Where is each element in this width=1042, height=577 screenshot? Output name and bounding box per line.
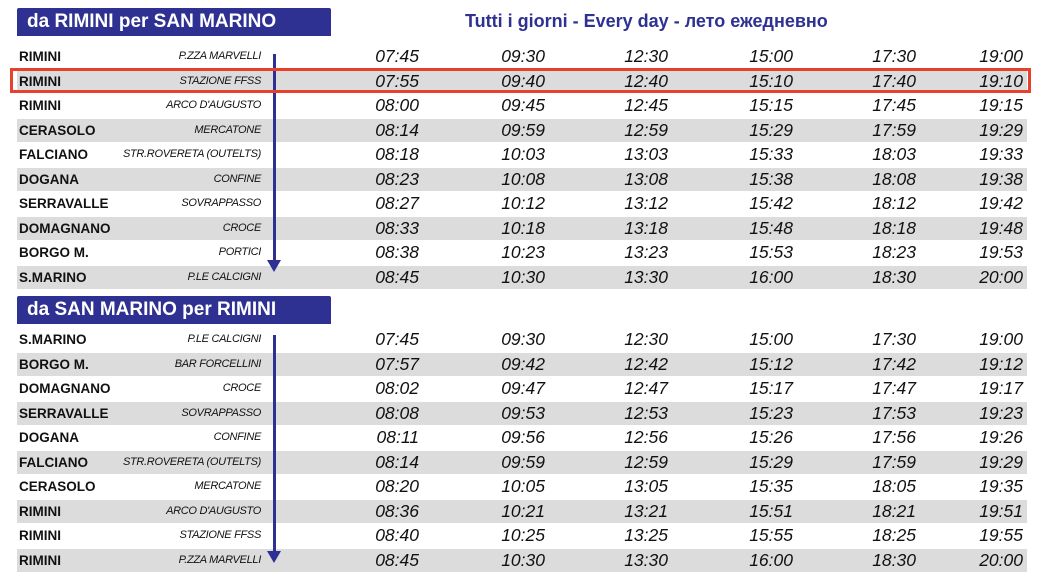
departure-time: 07:57 [375, 353, 419, 374]
timetable-row [17, 45, 1027, 70]
departure-time: 08:23 [375, 168, 419, 189]
departure-time: 18:21 [872, 500, 916, 521]
place-name: RIMINI [19, 98, 61, 113]
departure-time: 20:00 [979, 549, 1023, 570]
departure-time: 15:00 [749, 46, 793, 66]
place-name: CERASOLO [19, 122, 96, 138]
departure-time: 17:40 [872, 70, 916, 91]
timetable-row [17, 217, 1027, 242]
place-name: DOGANA [19, 171, 79, 187]
departure-time: 13:23 [624, 242, 668, 262]
departure-time: 19:35 [979, 476, 1023, 496]
departure-time: 15:42 [749, 193, 793, 213]
departure-time: 12:56 [624, 427, 668, 447]
departure-time: 08:45 [375, 266, 419, 287]
stop-name: PORTICI [218, 246, 261, 258]
departure-time: 19:12 [979, 353, 1023, 374]
timetable-row [17, 266, 1027, 291]
departure-time: 19:29 [979, 119, 1023, 140]
departure-time: 13:21 [624, 500, 668, 521]
departure-time: 17:42 [872, 353, 916, 374]
timetable-row [17, 426, 1027, 451]
stop-name: CONFINE [213, 431, 261, 443]
departure-time: 19:42 [979, 193, 1023, 213]
stop-name: P.ZZA MARVELLI [178, 553, 261, 566]
departure-time: 08:18 [375, 144, 419, 164]
departure-time: 19:26 [979, 427, 1023, 447]
departure-time: 10:30 [501, 266, 545, 287]
departure-time: 17:56 [872, 427, 916, 447]
departure-time: 08:08 [375, 402, 419, 423]
departure-time: 07:45 [375, 46, 419, 66]
departure-time: 15:29 [749, 119, 793, 140]
departure-time: 12:59 [624, 119, 668, 140]
place-name: BORGO M. [19, 356, 89, 372]
stop-name: STR.ROVERETA (OUTELTS) [122, 455, 261, 468]
stop-name: ARCO D'AUGUSTO [166, 99, 261, 111]
place-name: RIMINI [19, 528, 61, 543]
departure-time: 09:59 [501, 451, 545, 472]
departure-time: 08:11 [376, 427, 419, 447]
departure-time: 17:53 [872, 402, 916, 423]
timetable-row [17, 192, 1027, 217]
departure-time: 20:00 [979, 266, 1023, 287]
timetable-row [17, 241, 1027, 266]
departure-time: 15:15 [749, 95, 793, 115]
departure-time: 08:36 [375, 500, 419, 521]
departure-time: 08:33 [375, 217, 419, 238]
departure-time: 09:53 [501, 402, 545, 423]
timetable-row [17, 475, 1027, 500]
return-rows [17, 328, 1027, 573]
departure-time: 09:59 [501, 119, 545, 140]
departure-time: 17:30 [872, 329, 916, 349]
departure-time: 13:08 [624, 168, 668, 189]
departure-time: 13:30 [624, 549, 668, 570]
stop-name: P.LE CALCIGNI [187, 270, 261, 283]
place-name: FALCIANO [19, 454, 88, 470]
departure-time: 09:42 [501, 353, 545, 374]
departure-time: 18:12 [872, 193, 916, 213]
stop-name: STAZIONE FFSS [179, 74, 261, 87]
stop-name: CROCE [222, 221, 261, 234]
outbound-title: da RIMINI per SAN MARINO [17, 8, 331, 36]
place-name: BORGO M. [19, 245, 89, 260]
departure-time: 15:17 [749, 378, 793, 398]
departure-time: 16:00 [749, 549, 793, 570]
departure-time: 15:55 [749, 525, 793, 545]
departure-time: 12:30 [624, 329, 668, 349]
departure-time: 07:45 [375, 329, 419, 349]
departure-time: 10:18 [501, 217, 545, 238]
departure-time: 15:00 [749, 329, 793, 349]
stop-name: MERCATONE [194, 123, 261, 136]
departure-time: 19:10 [979, 70, 1023, 91]
departure-time: 08:40 [375, 525, 419, 545]
departure-time: 10:21 [501, 500, 545, 521]
departure-time: 15:53 [749, 242, 793, 262]
departure-time: 08:02 [375, 378, 419, 398]
stop-name: P.ZZA MARVELLI [178, 50, 261, 62]
place-name: FALCIANO [19, 147, 88, 162]
place-name: CERASOLO [19, 479, 96, 494]
departure-time: 17:47 [872, 378, 916, 398]
departure-time: 08:14 [375, 451, 419, 472]
timetable-row [17, 353, 1027, 378]
place-name: S.MARINO [19, 332, 87, 347]
timetable-row [17, 168, 1027, 193]
departure-time: 08:14 [375, 119, 419, 140]
departure-time: 13:12 [624, 193, 668, 213]
departure-time: 19:53 [979, 242, 1023, 262]
departure-time: 08:45 [375, 549, 419, 570]
departure-time: 10:23 [501, 242, 545, 262]
timetable-row [17, 549, 1027, 574]
departure-time: 08:20 [375, 476, 419, 496]
departure-time: 10:12 [501, 193, 545, 213]
departure-time: 09:47 [501, 378, 545, 398]
departure-time: 10:30 [501, 549, 545, 570]
departure-time: 09:45 [501, 95, 545, 115]
timetable-row [17, 94, 1027, 119]
departure-time: 19:55 [979, 525, 1023, 545]
place-name: SERRAVALLE [19, 196, 109, 211]
timetable-row [17, 451, 1027, 476]
departure-time: 18:30 [872, 266, 916, 287]
place-name: DOMAGNANO [19, 381, 111, 396]
timetable-row [17, 402, 1027, 427]
departure-time: 19:38 [979, 168, 1023, 189]
departure-time: 17:30 [872, 46, 916, 66]
departure-time: 09:56 [501, 427, 545, 447]
departure-time: 18:25 [872, 525, 916, 545]
direction-arrow-icon [273, 335, 276, 555]
departure-time: 12:59 [624, 451, 668, 472]
departure-time: 10:05 [501, 476, 545, 496]
timetable-row [17, 500, 1027, 525]
departure-time: 19:33 [979, 144, 1023, 164]
departure-time: 17:59 [872, 119, 916, 140]
departure-time: 12:47 [624, 378, 668, 398]
stop-name: CONFINE [213, 172, 261, 185]
place-name: DOGANA [19, 430, 79, 445]
stop-name: SOVRAPPASSO [181, 406, 261, 419]
place-name: RIMINI [19, 73, 61, 89]
timetable-row [17, 524, 1027, 549]
stop-name: ARCO D'AUGUSTO [166, 504, 261, 517]
departure-time: 16:00 [749, 266, 793, 287]
departure-time: 10:03 [501, 144, 545, 164]
departure-time: 08:27 [375, 193, 419, 213]
departure-time: 13:30 [624, 266, 668, 287]
departure-time: 19:00 [979, 46, 1023, 66]
departure-time: 13:05 [624, 476, 668, 496]
departure-time: 15:38 [749, 168, 793, 189]
highlighted-row-frame [10, 68, 1031, 93]
departure-time: 12:53 [624, 402, 668, 423]
place-name: S.MARINO [19, 269, 87, 285]
departure-time: 19:15 [979, 95, 1023, 115]
departure-time: 17:45 [872, 95, 916, 115]
stop-name: CROCE [222, 382, 261, 394]
place-name: RIMINI [19, 552, 61, 568]
departure-time: 18:08 [872, 168, 916, 189]
departure-time: 18:03 [872, 144, 916, 164]
departure-time: 09:30 [501, 329, 545, 349]
stop-name: P.LE CALCIGNI [187, 333, 261, 345]
departure-time: 19:23 [979, 402, 1023, 423]
stop-name: SOVRAPPASSO [181, 197, 261, 209]
departure-time: 10:25 [501, 525, 545, 545]
departure-time: 15:35 [749, 476, 793, 496]
place-name: RIMINI [19, 503, 61, 519]
place-name: SERRAVALLE [19, 405, 109, 421]
timetable-row [17, 119, 1027, 144]
departure-time: 18:23 [872, 242, 916, 262]
departure-time: 15:12 [749, 353, 793, 374]
departure-time: 19:29 [979, 451, 1023, 472]
timetable-row [17, 377, 1027, 402]
departure-time: 12:45 [624, 95, 668, 115]
departure-time: 17:59 [872, 451, 916, 472]
stop-name: STAZIONE FFSS [179, 529, 261, 541]
timetable-row [17, 328, 1027, 353]
departure-time: 15:33 [749, 144, 793, 164]
departure-time: 19:17 [979, 378, 1023, 398]
departure-time: 13:03 [624, 144, 668, 164]
departure-time: 13:18 [624, 217, 668, 238]
departure-time: 09:30 [501, 46, 545, 66]
stop-name: BAR FORCELLINI [174, 357, 261, 370]
departure-time: 15:10 [749, 70, 793, 91]
departure-time: 18:30 [872, 549, 916, 570]
return-title: da SAN MARINO per RIMINI [17, 296, 331, 324]
departure-time: 13:25 [624, 525, 668, 545]
departure-time: 19:00 [979, 329, 1023, 349]
departure-time: 15:26 [749, 427, 793, 447]
departure-time: 08:38 [375, 242, 419, 262]
departure-time: 15:23 [749, 402, 793, 423]
departure-time: 07:55 [375, 70, 419, 91]
departure-time: 12:42 [624, 353, 668, 374]
place-name: RIMINI [19, 49, 61, 64]
departure-time: 09:40 [501, 70, 545, 91]
departure-time: 15:29 [749, 451, 793, 472]
departure-time: 19:51 [979, 500, 1023, 521]
place-name: DOMAGNANO [19, 220, 111, 236]
departure-time: 15:48 [749, 217, 793, 238]
departure-time: 15:51 [749, 500, 793, 521]
stop-name: STR.ROVERETA (OUTELTS) [122, 148, 261, 160]
timetable-row [17, 143, 1027, 168]
departure-time: 10:08 [501, 168, 545, 189]
departure-time: 12:40 [624, 70, 668, 91]
departure-time: 18:05 [872, 476, 916, 496]
departure-time: 12:30 [624, 46, 668, 66]
departure-time: 08:00 [375, 95, 419, 115]
departure-time: 19:48 [979, 217, 1023, 238]
schedule-headline: Tutti i giorni - Every day - лето ежедневно [465, 11, 828, 31]
stop-name: MERCATONE [194, 480, 261, 492]
departure-time: 18:18 [872, 217, 916, 238]
